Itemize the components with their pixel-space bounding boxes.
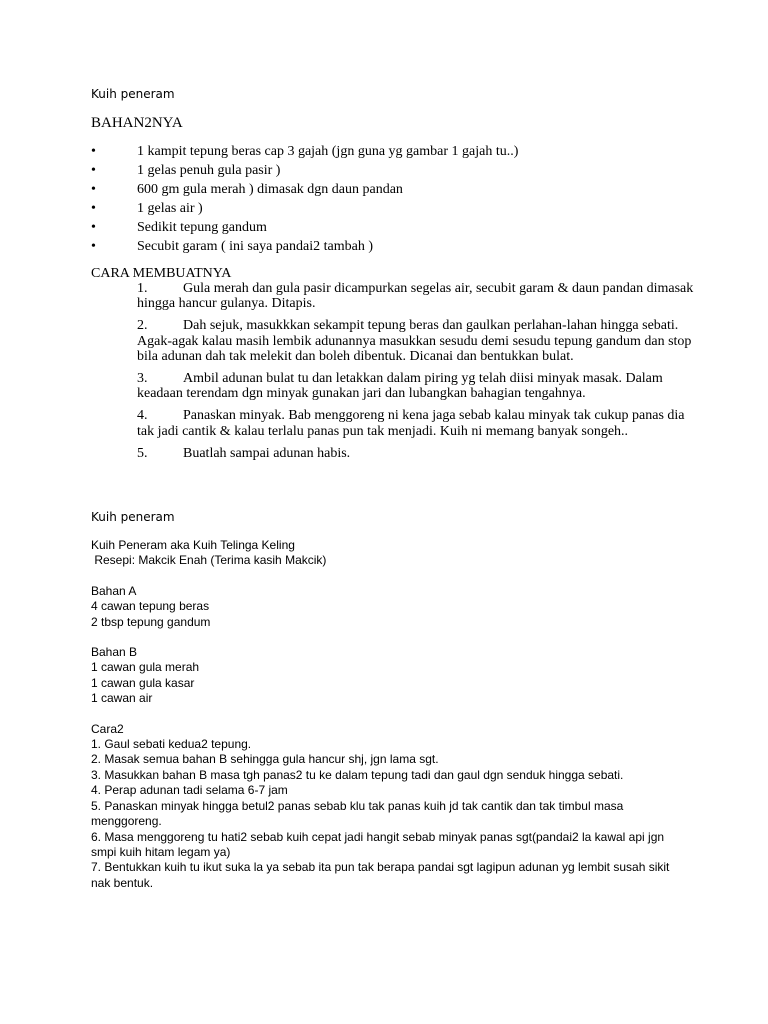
step-text: Panaskan minyak. Bab menggoreng ni kena jaga sebab kalau minyak tak cukup panas dia tak jadi cantik & kalau terlalu panas pun tak menjadi. Kuih ni memang banyak songeh.. bbox=[137, 408, 685, 439]
step-number: 1. bbox=[137, 281, 148, 296]
list-item: 1 cawan air bbox=[91, 691, 153, 706]
list-item: • Sedikit tepung gandum bbox=[91, 220, 267, 235]
bahan-a-heading: Bahan A bbox=[91, 583, 137, 598]
bullet-icon: • bbox=[91, 163, 96, 178]
method-steps bbox=[137, 281, 697, 468]
bullet-icon: • bbox=[91, 220, 96, 235]
step-text: Gula merah dan gula pasir dicampurkan segelas air, secubit garam & daun pandan dimasak hingga hancur gulanya. Ditapis. bbox=[137, 281, 694, 312]
list-item: 1. Gaul sebati kedua2 tepung. bbox=[91, 737, 252, 752]
method-step bbox=[137, 408, 697, 438]
method-step bbox=[137, 371, 697, 401]
list-item: 1 cawan gula merah bbox=[91, 660, 200, 675]
list-item: 3. Masukkan bahan B masa tgh panas2 tu ke dalam tepung tadi dan gaul dgn senduk hingga sebati. bbox=[91, 767, 624, 782]
list-item: • 600 gm gula merah ) dimasak dgn daun pandan bbox=[91, 182, 403, 197]
recipe-subtitle: Kuih Peneram aka Kuih Telinga Keling bbox=[91, 538, 295, 552]
method-step bbox=[137, 318, 697, 364]
step-number: 3. bbox=[137, 371, 148, 387]
ingredients-list bbox=[91, 142, 518, 256]
method-step bbox=[137, 281, 697, 311]
list-item: • 1 kampit tepung beras cap 3 gajah (jgn guna yg gambar 1 gajah tu..) bbox=[91, 144, 519, 159]
list-item: • 1 gelas penuh gula pasir ) bbox=[91, 163, 281, 178]
section1-title: Kuih peneram bbox=[91, 87, 175, 101]
step-number: 5. bbox=[137, 445, 148, 461]
ingredients-heading: BAHAN2NYA bbox=[91, 115, 183, 131]
step-text: Dah sejuk, masukkkan sekampit tepung beras dan gaulkan perlahan-lahan hingga sebati. Agak-agak kalau masih lembik adunannya masukkan sesudu demi sesudu tepung gandum dan stop bila adunan dah tak melekit dan boleh dibentuk. Dicanai dan bentukkan bulat. bbox=[137, 318, 692, 364]
list-item: 5. Panaskan minyak hingga betul2 panas sebab klu tak panas kuih jd tak cantik dan tak timbul masa menggoreng. bbox=[91, 798, 624, 829]
list-item: 1 cawan gula kasar bbox=[91, 675, 195, 690]
list-item: • 1 gelas air ) bbox=[91, 201, 203, 216]
section2-title: Kuih peneram bbox=[91, 510, 175, 524]
list-item: • Secubit garam ( ini saya pandai2 tambah ) bbox=[91, 239, 373, 254]
recipe-credit: Resepi: Makcik Enah (Terima kasih Makcik) bbox=[91, 553, 327, 568]
method-heading: CARA MEMBUATNYA bbox=[91, 266, 232, 281]
step-number: 4. bbox=[137, 408, 148, 424]
list-item: 7. Bentukkan kuih tu ikut suka la ya sebab ita pun tak berapa pandai sgt lagipun adunan yg lembit susah sikit nak bentuk. bbox=[91, 860, 670, 890]
bullet-icon: • bbox=[91, 201, 96, 216]
bullet-icon: • bbox=[91, 144, 96, 159]
bullet-icon: • bbox=[91, 182, 96, 197]
bahan-b-heading: Bahan B bbox=[91, 645, 138, 660]
cara-heading: Cara2 bbox=[91, 721, 124, 736]
method-step bbox=[137, 446, 697, 461]
step-text: Ambil adunan bulat tu dan letakkan dalam piring yg telah diisi minyak masak. Dalam keadaan terendam dgn minyak gunakan jari dan lubangkan bahagian tengahnya. bbox=[137, 371, 663, 402]
section2-body bbox=[91, 538, 691, 891]
list-item: 6. Masa menggoreng tu hati2 sebab kuih cepat jadi hangit sebab minyak panas sgt(pandai2 la kawal api jgn smpi kuih hitam legam ya) bbox=[91, 829, 665, 859]
step-text: Buatlah sampai adunan habis. bbox=[183, 445, 351, 461]
list-item: 4 cawan tepung beras bbox=[91, 599, 210, 614]
list-item: 2. Masak semua bahan B sehingga gula hancur shj, jgn lama sgt. bbox=[91, 752, 439, 767]
bullet-icon: • bbox=[91, 239, 96, 254]
step-number: 2. bbox=[137, 318, 148, 334]
list-item: 4. Perap adunan tadi selama 6-7 jam bbox=[91, 783, 288, 798]
list-item: 2 tbsp tepung gandum bbox=[91, 614, 211, 629]
